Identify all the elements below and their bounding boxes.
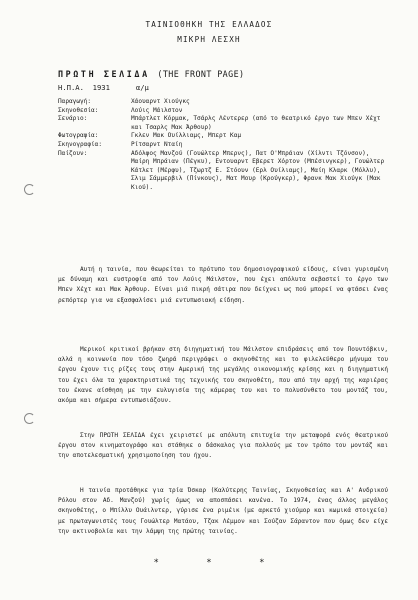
credit-value: Λούις Μάιλστον bbox=[131, 106, 183, 114]
credit-row bbox=[58, 132, 388, 141]
credit-label: Σκηνοθεσία: bbox=[58, 106, 99, 114]
club-name: ΜΙΚΡΗ ΛΕΣΧΗ bbox=[177, 35, 241, 44]
credit-row bbox=[58, 141, 388, 150]
credit-value: Ρίτσαρντ Νταίη bbox=[131, 140, 183, 148]
archive-name: ΤΑΙΝΙΟΘΗΚΗ ΤΗΣ ΕΛΛΑΔΟΣ bbox=[145, 20, 273, 29]
credit-label: Παραγωγή: bbox=[58, 98, 92, 105]
credit-row bbox=[58, 150, 388, 193]
credits-list bbox=[58, 98, 388, 193]
film-original-title: (THE FRONT PAGE) bbox=[157, 69, 245, 79]
review-paragraph: Αυτή η ταινία, που θεωρείται το πρότυπο του δημοσιογραφικού είδους, είναι γυρισμένη με δύναμη και ευστροφία από τον Λούις Μάιλστον, που έχει απόλυτα σεβαστεί το έργο των Μπεν Χέχτ και Μακ Άρθουρ. Είναι μιά πικρή σάτιρα που δείχνει ως πού μπορεί να φτάσει ένας ρεπόρτερ για να εξασφαλίσει μιά εντυπωσιακή είδηση. bbox=[58, 266, 388, 304]
credit-value: Γκλεν Μακ Ουίλλιαμς, Μπερτ Καμ bbox=[131, 132, 242, 140]
film-title-line bbox=[58, 69, 244, 79]
credit-row bbox=[58, 107, 388, 116]
credit-row bbox=[58, 98, 388, 107]
credit-label: Παίζουν: bbox=[58, 149, 88, 157]
review-paragraph: Στην ΠΡΩΤΗ ΣΕΛΙΔΑ έχει χειριστεί με απόλυτη επιτυχία την μεταφορά ενός θεατρικού έργου στον κινηματογράφο και στάθηκε ο δάσκαλος για πολλούς με τον τρόπο του μοντάζ και την αποτελεσματική χρησιμοποίηση του ήχου. bbox=[58, 432, 388, 460]
credit-value: Μπάρτλετ Κόρμακ, Τσάρλς Λέντερερ (από το θεατρικό έργο των Μπεν Χέχτ και Τσαρλς Μακ Άρθουρ) bbox=[131, 115, 381, 131]
footer-stars: * * * bbox=[153, 558, 265, 568]
review-paragraph: Μερικοί κριτικοί βρήκαν στη διηγηματική του Μάιλστον επιδράσεις από τον Πουντόβκιν, αλλά η κοινωνία που τόσο ζωηρά περιγράφει ο σκηνοθέτης και το φιλελεύθερο μήνυμα του έργου έχουν τις ρίζες τους στην Αμερική της μεγάλης οικονομικής κρίσης και η διηγηματική του έχει όλα τα χαρακτηριστικά της τεχνικής του σκηνοθέτη, που από την αρχή της καριέρας του έκανε αίσθηση με την ευλυγισία της κάμερας του και το πολυσύνθετο του μοντάζ του, ακόμα και σήμερα εντυπωσιάζουν. bbox=[58, 346, 388, 405]
credit-value: Αδόλφος Μανζού (Γουώλτερ Μπερνς), Πατ Ο'Μπράιαν (Χίλντι Τζόνσον), Μαίρη Μπράιαν (Πέγκυ), Εντουαρντ Εβερετ Χόρτον (Μπέσινγκερ), Γουώλτερ Κάτλετ (Μέρφυ), Τζωρτζ Ε. Στόουν (Ερλ Ουίλιαμς), Μαίη Κλαρκ (Μόλλυ), Σλιμ Σάμμερβιλ (Πίνκους), Ματ Μουρ (Κρούγκερ), Φρανκ Μακ Χιούγκ (Μακ Κιού). bbox=[131, 149, 385, 191]
film-title: ΠΡΩΤΗ ΣΕΛΙΔΑ bbox=[58, 69, 150, 79]
credit-value: Χάουαρντ Χιούγκς bbox=[131, 98, 190, 105]
credit-row bbox=[58, 115, 388, 132]
credit-label: Φωτογραφία: bbox=[58, 132, 99, 140]
credit-label: Σκηνογραφία: bbox=[58, 140, 103, 148]
review-paragraph: Η ταινία προτάθηκε για τρία Όσκαρ (Καλύτερης Ταινίας, Σκηνοθεσίας και Α' Ανδρικού Ρόλου στον Αδ. Μανζού) χωρίς όμως να αποσπάσει κανένα. Το 1974, ένας άλλος μεγάλος σκηνοθέτης, ο Μπίλλυ Ουάιλντερ, γύρισε ένα ριμέικ (με αρκετό χιούμορ και κωμικά στοιχεία) με πρωταγωνιστές τους Γουώλτερ Ματάου, Τζακ Λέμμον και Σούζαν Σάραντον που όμως δεν είχε την ακτινοβολία και την λάμψη της πρώτης ταινίας. bbox=[58, 487, 388, 535]
punch-hole-mark bbox=[24, 413, 35, 424]
film-meta: Η.Π.Α. 1931 α/μ bbox=[58, 83, 149, 92]
credit-label: Σενάριο: bbox=[58, 115, 88, 123]
punch-hole-mark bbox=[24, 184, 35, 195]
